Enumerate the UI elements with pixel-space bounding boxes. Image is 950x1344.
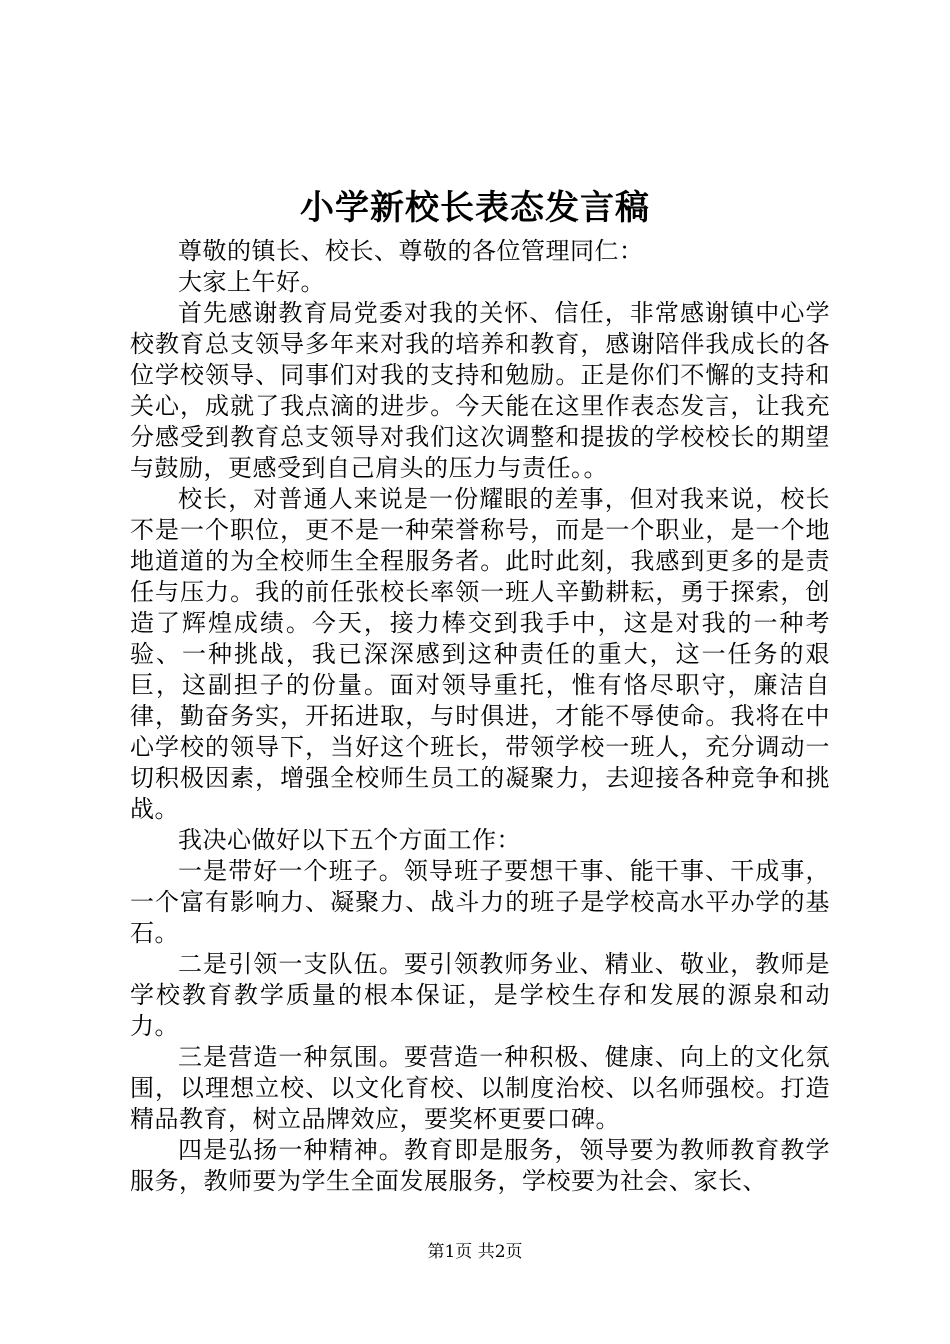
paragraph-task-three: 三是营造一种氛围。要营造一种积极、健康、向上的文化氛围，以理想立校、以文化育校、以制度治校、以名师强校。打造精品教育，树立品牌效应，要奖杯更要口碑。 (130, 1043, 830, 1133)
paragraph-thanks: 首先感谢教育局党委对我的关怀、信任，非常感谢镇中心学校教育总支领导多年来对我的培养和教育，感谢陪伴我成长的各位学校领导、同事们对我的支持和勉励。正是你们不懈的支持和关心，成就了我点滴的进步。今天能在这里作表态发言，让我充分感受到教育总支领导对我们这次调整和提拔的学校校长的期望与鼓励，更感受到自己肩头的压力与责任。。 (130, 299, 830, 482)
paragraph-greeting: 大家上午好。 (178, 268, 325, 296)
paragraph-principal-role: 校长，对普通人来说是一份耀眼的差事，但对我来说，校长不是一个职位，更不是一种荣誉称号，而是一个职业，是一个地地道道的为全校师生全程服务者。此时此刻，我感到更多的是责任与压力。我的前任张校长率领一班人辛勤耕耘，勇于探索，创造了辉煌成绩。今天，接力棒交到我手中，这是对我的一种考验、一种挑战，我已深深感到这种责任的重大，这一任务的艰巨，这副担子的份量。面对领导重托，惟有恪尽职守，廉洁自律，勤奋务实，开拓进取，与时俱进，才能不辱使命。我将在中心学校的领导下，当好这个班长，带领学校一班人，充分调动一切积极因素，增强全校师生员工的凝聚力，去迎接各种竞争和挑战。 (130, 485, 830, 823)
paragraph-five-tasks-intro: 我决心做好以下五个方面工作： (178, 826, 521, 854)
paragraph-task-two: 二是引领一支队伍。要引领教师务业、精业、敬业，教师是学校教育教学质量的根本保证，是学校生存和发展的源泉和动力。 (130, 950, 830, 1040)
page-number-footer: 第1页 共2页 (427, 1242, 523, 1262)
paragraph-task-one: 一是带好一个班子。领导班子要想干事、能干事、干成事，一个富有影响力、凝聚力、战斗力的班子是学校高水平办学的基石。 (130, 857, 830, 947)
paragraph-salutation: 尊敬的镇长、校长、尊敬的各位管理同仁： (178, 237, 644, 265)
document-title: 小学新校长表态发言稿 (300, 188, 650, 228)
paragraph-task-four: 四是弘扬一种精神。教育即是服务，领导要为教师教育教学服务，教师要为学生全面发展服务，学校要为社会、家长、 (130, 1136, 830, 1195)
document-body (130, 236, 830, 1197)
